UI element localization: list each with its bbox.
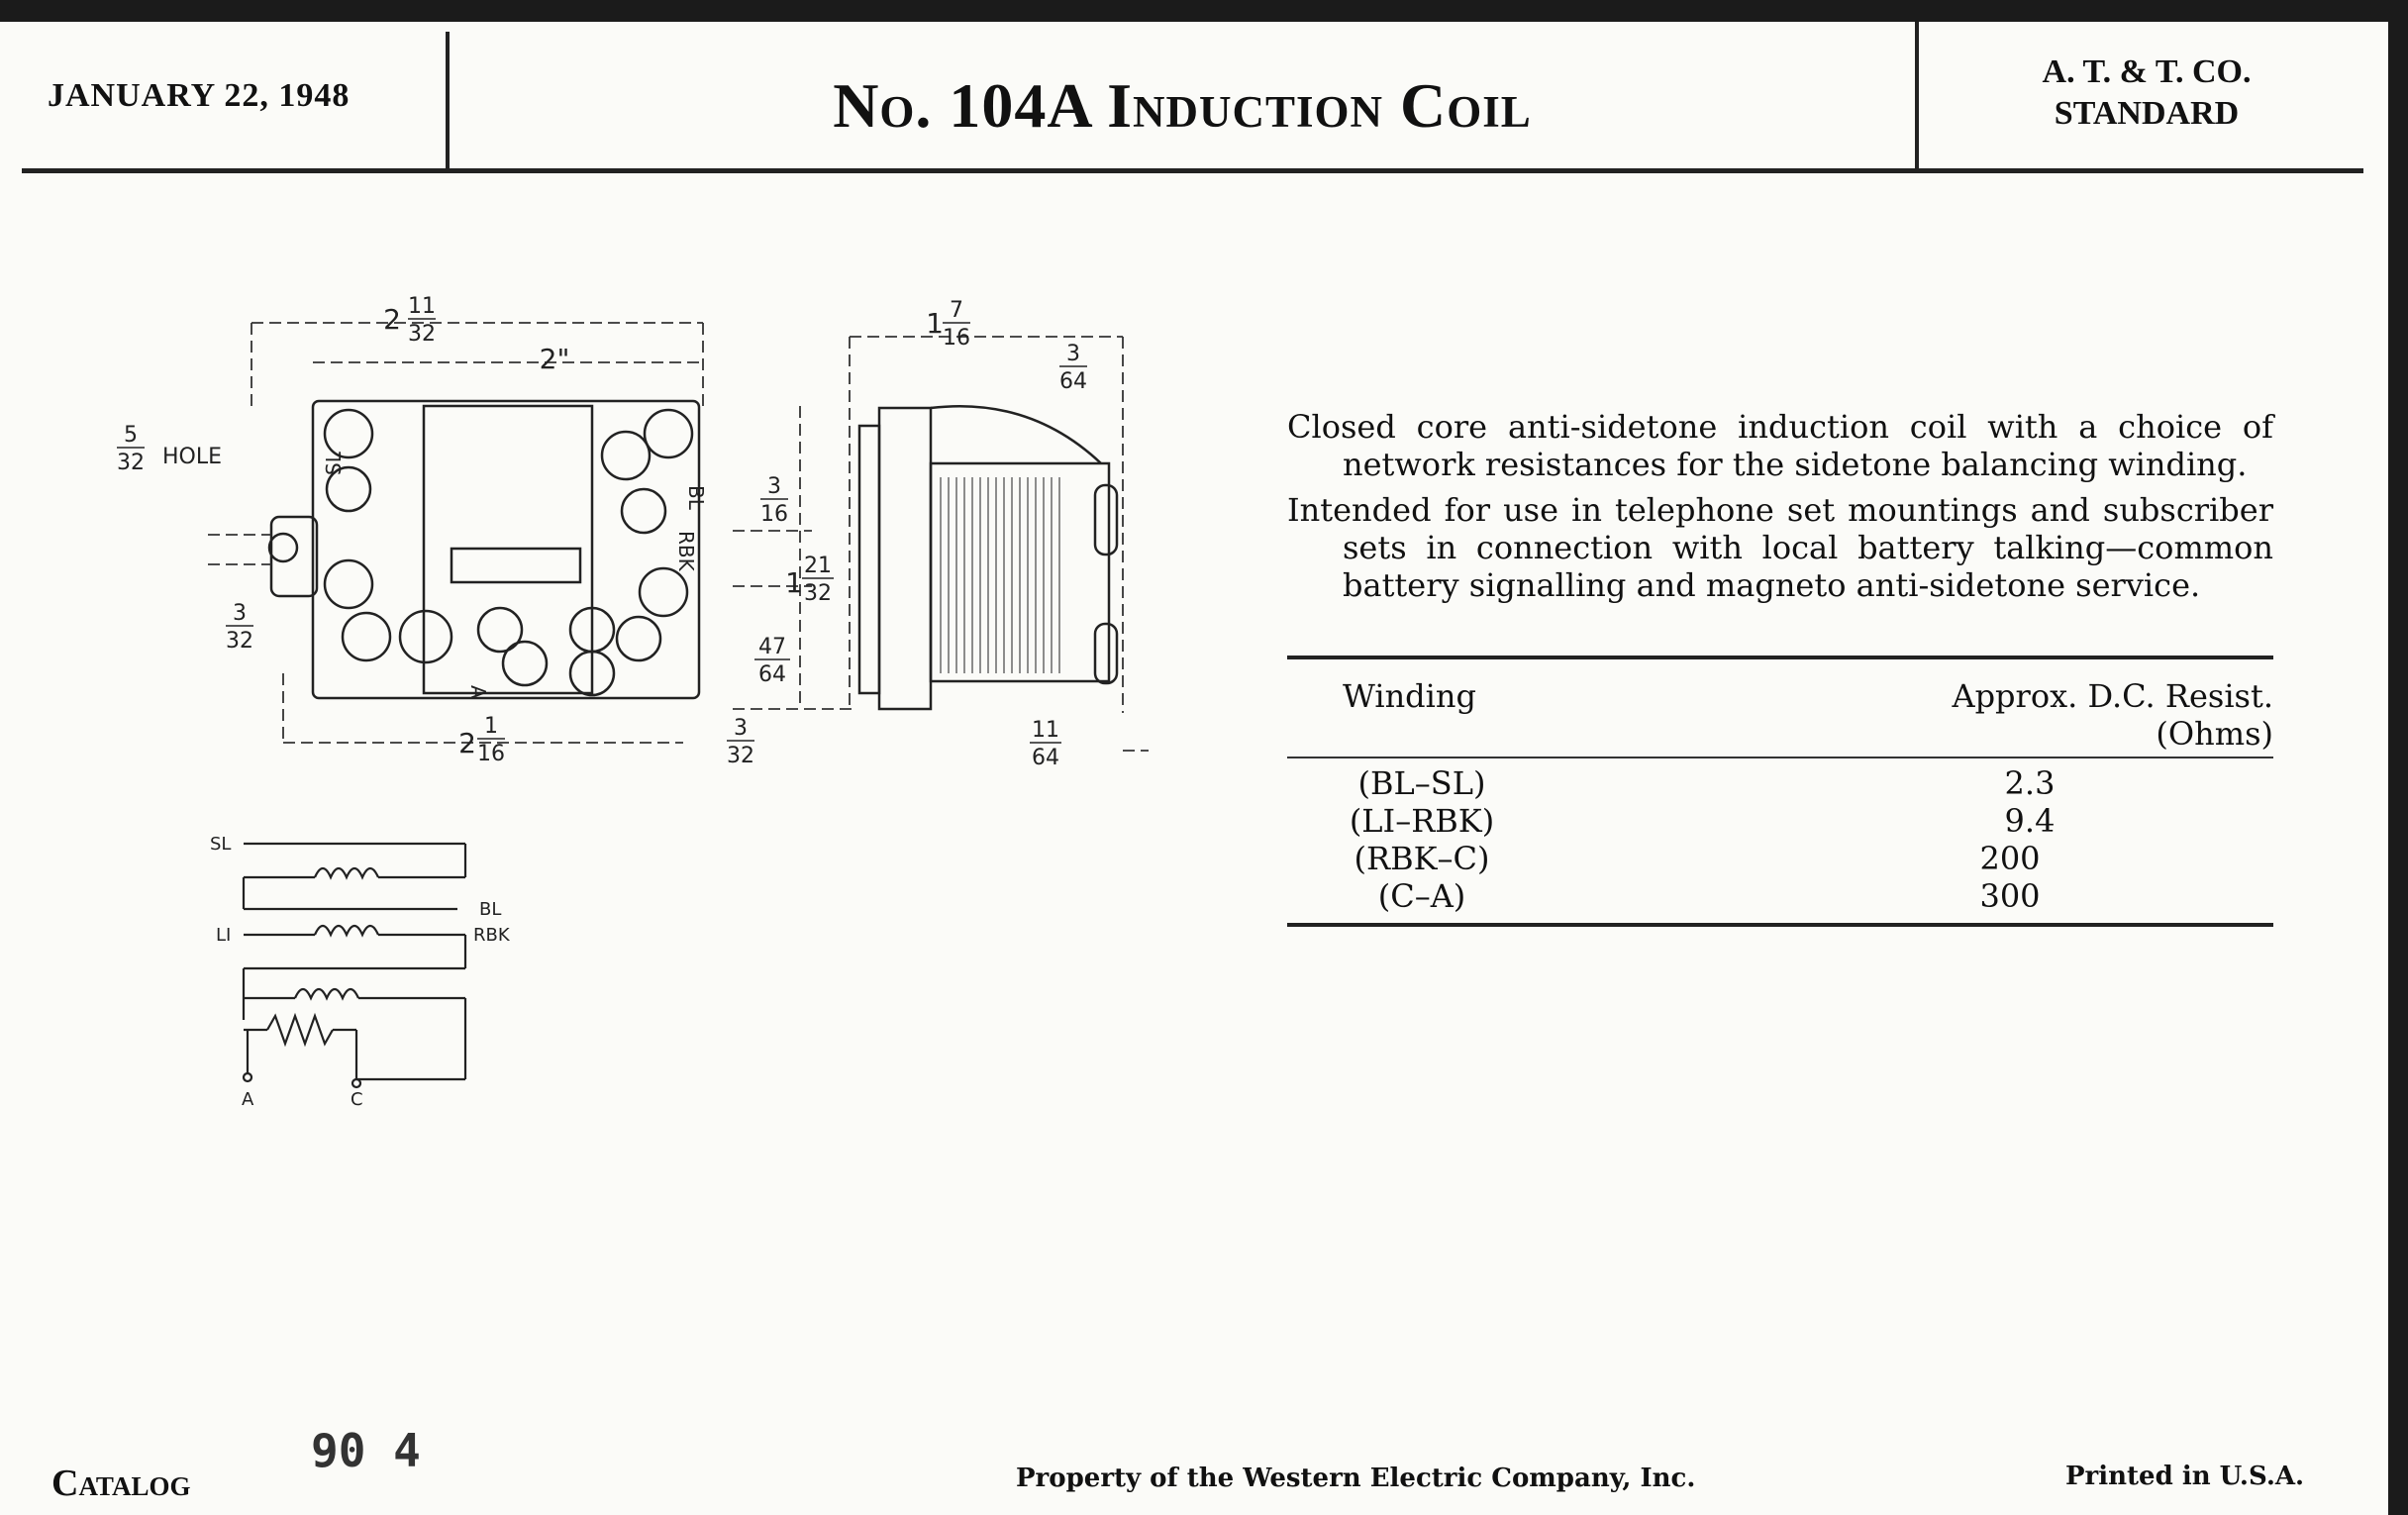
dim-side-bottom-den: 64 [1032, 746, 1059, 770]
hole-label: HOLE [161, 445, 223, 469]
dim-base-width-den: 16 [477, 742, 505, 766]
issue-date: JANUARY 22, 1948 [48, 77, 351, 114]
dim-base-width-whole: 2 [458, 727, 476, 759]
schematic-label-a: A [242, 1089, 254, 1110]
schematic-label-bl: BL [479, 899, 502, 920]
winding-cell: (RBK–C) [1354, 840, 1490, 877]
table-row [1287, 764, 2273, 802]
front-label-sl: SL [322, 452, 346, 475]
dim-height3-den: 64 [758, 662, 786, 687]
resistance-table [1287, 656, 2273, 927]
front-label-bl: BL [684, 485, 708, 510]
dim-height1-num: 3 [767, 474, 781, 499]
property-notice: Property of the Western Electric Company, Inc. [1016, 1464, 1696, 1493]
description [1287, 408, 2273, 612]
catalog-label: Catalog [51, 1463, 191, 1504]
dim-left-num: 3 [233, 601, 247, 626]
dim-height2-num: 21 [804, 554, 832, 578]
dim-side-depth-whole: 1 [926, 307, 944, 340]
printed-notice: Printed in U.S.A. [2065, 1462, 2305, 1491]
column-header-winding: Winding [1343, 677, 1476, 715]
column-header-resistance: Approx. D.C. Resist. (Ohms) [1952, 677, 2273, 753]
winding-cell: (C–A) [1377, 877, 1466, 915]
table-header [1287, 659, 2273, 758]
dim-bottom-den: 32 [727, 744, 754, 768]
winding-cell: (LI–RBK) [1349, 802, 1495, 840]
schematic-label-c: C [351, 1089, 363, 1110]
dim-bottom-num: 3 [734, 716, 748, 741]
dim-body-width: 2" [539, 343, 570, 375]
ohms-cell: 200 [1979, 840, 2041, 877]
schematic-label-li: LI [216, 925, 232, 946]
dim-side-top-den: 64 [1059, 369, 1087, 394]
winding-cell: (BL–SL) [1357, 764, 1486, 802]
mounting-hole [269, 534, 297, 561]
winding-schematic [244, 844, 465, 1087]
table-body [1287, 758, 2273, 923]
standard-label [1919, 51, 2374, 135]
description-paragraph-2: Intended for use in telephone set mountings and subscriber sets in connection with local battery talking—common battery signalling and magneto anti-sidetone service. [1287, 491, 2273, 604]
dim-height3-num: 47 [758, 635, 786, 659]
dim-height1-den: 16 [760, 502, 788, 527]
technical-drawing [0, 257, 1188, 1396]
dim-overall-width-num: 11 [408, 294, 436, 319]
ohms-cell: 300 [1979, 877, 2041, 915]
schematic-label-sl: SL [210, 834, 232, 855]
table-row [1287, 840, 2273, 877]
standard-line-2: STANDARD [2054, 95, 2240, 132]
dim-overall-width-den: 32 [408, 322, 436, 347]
dim-base-width-num: 1 [484, 714, 498, 739]
front-label-rbk: RBK [674, 531, 698, 571]
dim-left-den: 32 [226, 629, 253, 654]
dim-side-depth-den: 16 [943, 326, 970, 351]
dim-hole-den: 32 [117, 451, 145, 475]
dim-hole-num: 5 [124, 423, 138, 448]
catalog-number: 90 4 [311, 1424, 421, 1477]
description-paragraph-1: Closed core anti-sidetone induction coil with a choice of network resistances for the sidetone balancing winding. [1287, 408, 2273, 483]
ohms-cell: 2.3 [2004, 764, 2056, 802]
standard-line-1: A. T. & T. CO. [2042, 53, 2252, 90]
page-title: No. 104A Induction Coil [833, 70, 1532, 141]
dim-side-bottom-num: 11 [1032, 718, 1059, 743]
dim-height2-whole: 1 [785, 566, 803, 599]
schematic-label-rbk: RBK [473, 925, 510, 946]
ohms-cell: 9.4 [2004, 802, 2056, 840]
header-rule [22, 168, 2363, 173]
dim-overall-width-whole: 2 [383, 303, 401, 336]
coil-side-outline [879, 408, 931, 709]
dim-side-depth-num: 7 [950, 298, 963, 323]
table-row [1287, 877, 2273, 915]
dim-height2-den: 32 [804, 581, 832, 606]
table-row [1287, 802, 2273, 840]
front-label-a: A [466, 685, 490, 699]
dim-side-top-num: 3 [1066, 342, 1080, 366]
